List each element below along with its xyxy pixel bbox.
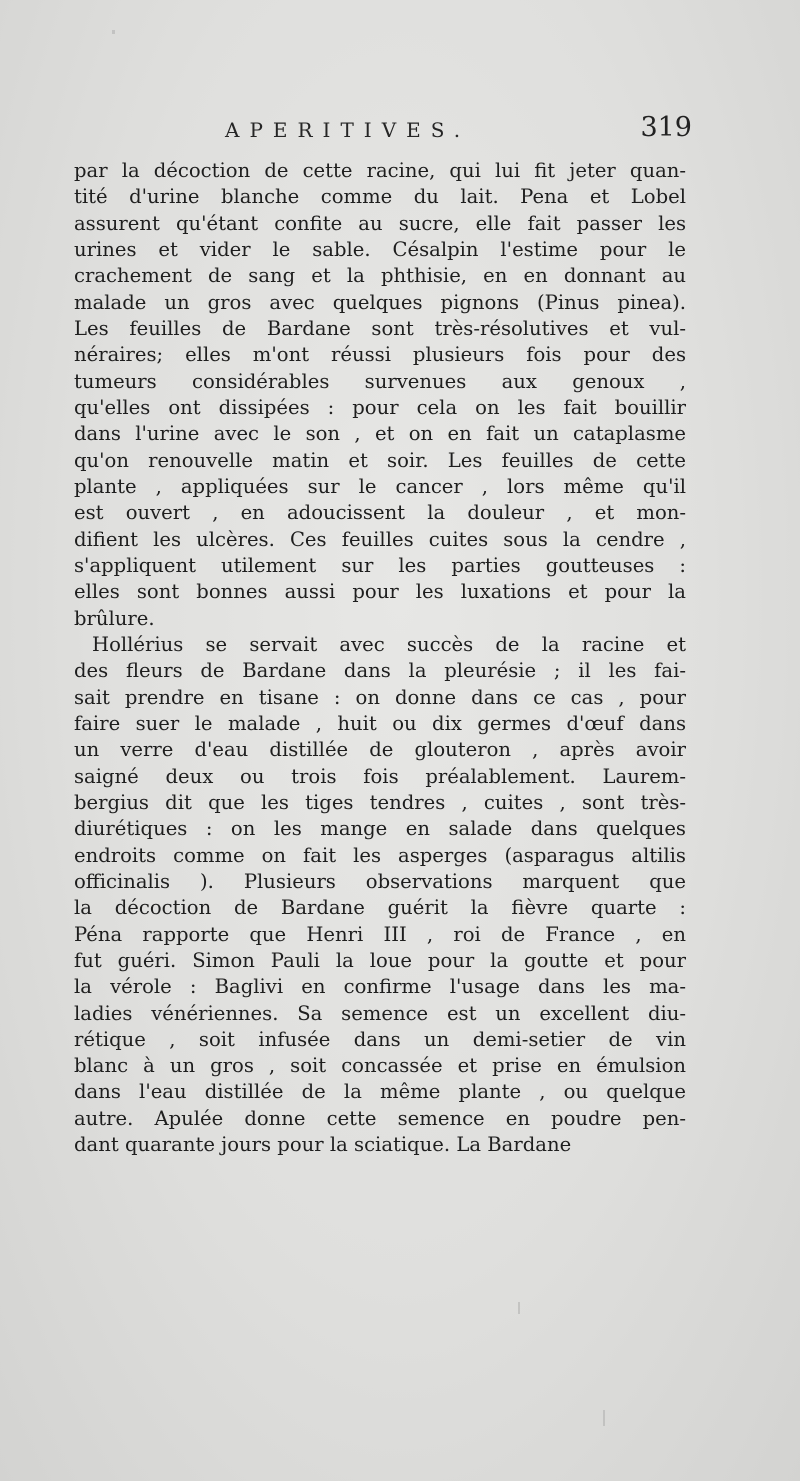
text-line: assurent qu'étant confite au sucre, elle fait passer les	[74, 211, 686, 235]
text-line: malade un gros avec quelques pignons (Pinus pinea).	[74, 290, 686, 314]
page-header	[60, 112, 700, 152]
text-line: autre. Apulée donne cette semence en poudre pen-	[74, 1106, 686, 1130]
text-line: endroits comme on fait les asperges (asparagus altilis	[74, 843, 686, 867]
text-line: qu'elles ont dissipées : pour cela on les fait bouillir	[74, 395, 686, 419]
text-line: elles sont bonnes aussi pour les luxations et pour la	[74, 580, 686, 604]
text-line: tité d'urine blanche comme du lait. Pena et Lobel	[74, 185, 686, 209]
text-line: difient les ulcères. Ces feuilles cuites sous la cendre ,	[74, 527, 686, 551]
text-line: par la décoction de cette racine, qui lui fit jeter quan-	[74, 159, 686, 182]
paragraph-1	[74, 158, 686, 632]
text-line: tumeurs considérables survenues aux genoux ,	[74, 369, 686, 393]
text-line: ladies vénériennes. Sa semence est un excellent diu-	[74, 1001, 686, 1025]
text-line: Les feuilles de Bardane sont très-résolutives et vul-	[74, 316, 686, 340]
text-line: qu'on renouvelle matin et soir. Les feuilles de cette	[74, 448, 686, 472]
text-line: un verre d'eau distillée de glouteron , après avoir	[74, 738, 686, 762]
text-line: dans l'eau distillée de la même plante , ou quelque	[74, 1080, 686, 1104]
text-line: saigné deux ou trois fois préalablement. Laurem-	[74, 764, 686, 788]
text-line: Hollérius se servait avec succès de la racine et	[92, 632, 686, 656]
text-line: des fleurs de Bardane dans la pleurésie ; il les fai-	[74, 659, 686, 683]
text-line: la décoction de Bardane guérit la fièvre quarte :	[74, 896, 686, 920]
paragraph-2	[74, 632, 686, 1159]
paper-speck	[603, 1410, 605, 1426]
running-head: APERITIVES.	[225, 118, 471, 142]
text-line: fut guéri. Simon Pauli la loue pour la goutte et pour	[74, 948, 686, 972]
text-line: rétique , soit infusée dans un demi-setier de vin	[74, 1027, 686, 1051]
text-line: s'appliquent utilement sur les parties goutteuses :	[74, 553, 686, 577]
text-line: dant quarante jours pour la sciatique. La Bardane	[74, 1133, 572, 1157]
text-line: bergius dit que les tiges tendres , cuites , sont très-	[74, 790, 686, 814]
text-line: diurétiques : on les mange en salade dans quelques	[74, 817, 686, 841]
text-line: urines et vider le sable. Césalpin l'estime pour le	[74, 237, 686, 261]
body-text	[74, 158, 686, 1158]
text-line: officinalis ). Plusieurs observations marquent que	[74, 869, 686, 893]
text-line: néraires; elles m'ont réussi plusieurs fois pour des	[74, 343, 686, 367]
text-line: crachement de sang et la phthisie, en en donnant au	[74, 264, 686, 288]
paper-speck	[112, 30, 115, 34]
text-line: brûlure.	[74, 606, 155, 630]
text-line: est ouvert , en adoucissent la douleur , et mon-	[74, 501, 686, 525]
text-line: plante , appliquées sur le cancer , lors même qu'il	[74, 474, 686, 498]
text-line: blanc à un gros , soit concassée et prise en émulsion	[74, 1054, 686, 1078]
page-number: 319	[640, 112, 692, 143]
text-line: dans l'urine avec le son , et on en fait un cataplasme	[74, 422, 686, 446]
text-line: la vérole : Baglivi en confirme l'usage dans les ma-	[74, 975, 686, 999]
text-line: Péna rapporte que Henri III , roi de France , en	[74, 922, 686, 946]
text-line: sait prendre en tisane : on donne dans ce cas , pour	[74, 685, 686, 709]
text-line: faire suer le malade , huit ou dix germes d'œuf dans	[74, 711, 686, 735]
paper-speck	[518, 1302, 520, 1314]
